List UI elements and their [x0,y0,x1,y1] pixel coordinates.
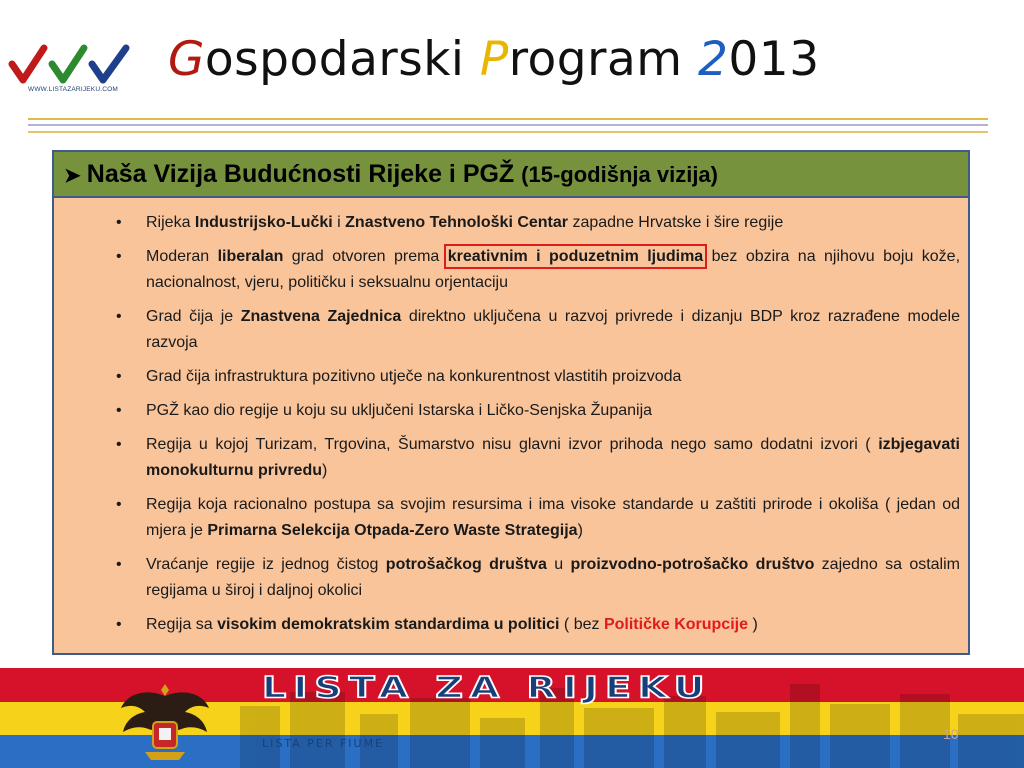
text-part: grad otvoren prema [283,248,448,265]
text-part: zajedno sa ostalim regijama u široj i daljnoj okolici [146,556,960,599]
divider-line [28,118,988,120]
logo-url: WWW.LISTAZARIJEKU.COM [27,86,119,93]
banner-subtitle: LISTA PER FIUME [262,737,385,750]
panel-header [54,152,968,198]
logo[interactable] [8,38,136,100]
bold-part: Znastveno Tehnološki Centar [345,214,569,231]
vision-list [54,198,968,638]
text-part: Rijeka [146,214,195,231]
text-part: Vraćanje regije iz jednog čistog [146,556,386,573]
page-title [168,20,988,100]
text-part: ) [322,462,328,479]
divider-line [28,131,988,133]
list-item [146,304,960,356]
list-item [146,432,960,484]
banner-title: LISTA ZA RIJEKU [262,670,712,705]
text-part: bez obzira na njihovu boju kože, nacionalnost, vjeru, političku i seksualnu orjentaciju [146,248,961,291]
title-word-2: rogram [508,32,698,87]
bold-part: Industrijsko-Lučki [194,214,333,231]
list-item [146,244,960,296]
text-part: Moderan [146,248,218,265]
text-part: direktno uključena u razvoj privrede i dizanju BDP kroz razrađene modele razvoja [146,308,961,351]
eagle-crest-icon [115,678,215,762]
highlighted-phrase: kreativnim i poduzetnim ljudima [447,248,704,265]
title-initial-g: G [168,32,205,87]
text-part: ) [577,522,583,539]
divider-line [28,124,988,126]
bold-part: liberalan [217,248,284,265]
checkmarks-icon [8,38,136,88]
text-part: ) [748,616,758,633]
list-item [146,492,960,544]
bold-part: potrošačkog društva [385,556,547,573]
list-item [146,552,960,604]
bold-part: izbjegavati monokulturnu privredu [146,436,960,479]
arrow-bullet-icon: ➤ [64,165,81,187]
text-part: zapadne Hrvatske i šire regije [568,214,784,231]
list-item [146,398,960,424]
vision-panel [52,150,970,655]
text-part: ( bez [559,616,604,633]
bold-part: Znastvena Zajednica [240,308,402,325]
text-part: PGŽ kao dio regije u koju su uključeni Istarska i Ličko-Senjska Županija [146,402,653,419]
title-word-1: ospodarski [204,32,480,87]
list-item [146,210,960,236]
text-part: Regija sa [146,616,218,633]
title-initial-p: P [479,32,509,87]
panel-heading: Naša Vizija Budućnosti Rijeke i PGŽ [86,160,515,188]
red-emphasis: Političke Korupcije [603,616,748,633]
text-part: i [332,214,346,231]
list-item [146,364,960,390]
text-part: Regija u kojoj Turizam, Trgovina, Šumarstvo nisu glavni izvor prihoda nego samo dodatni izvori ( [146,436,879,453]
text-part: Regija koja racionalno postupa sa svojim resursima i ima visoke standarde u zaštiti prirode i okoliša ( jedan od mjera je [146,496,960,539]
page-number: 10 [943,726,959,742]
text-part: Grad čija infrastruktura pozitivno utječe na konkurentnost vlastitih proizvoda [146,368,682,385]
list-item [146,612,960,638]
footer-banner [0,668,1024,768]
bold-part: visokim demokratskim standardima u politici [217,616,560,633]
bold-part: proizvodno-potrošačko društvo [570,556,815,573]
text-part: Grad čija je [146,308,241,325]
title-word-3: 013 [728,32,820,87]
panel-heading-sub: (15-godišnja vizija) [521,162,718,187]
title-initial-2: 2 [698,32,729,87]
bold-part: Primarna Selekcija Otpada-Zero Waste Strategija [207,522,578,539]
text-part: u [546,556,571,573]
